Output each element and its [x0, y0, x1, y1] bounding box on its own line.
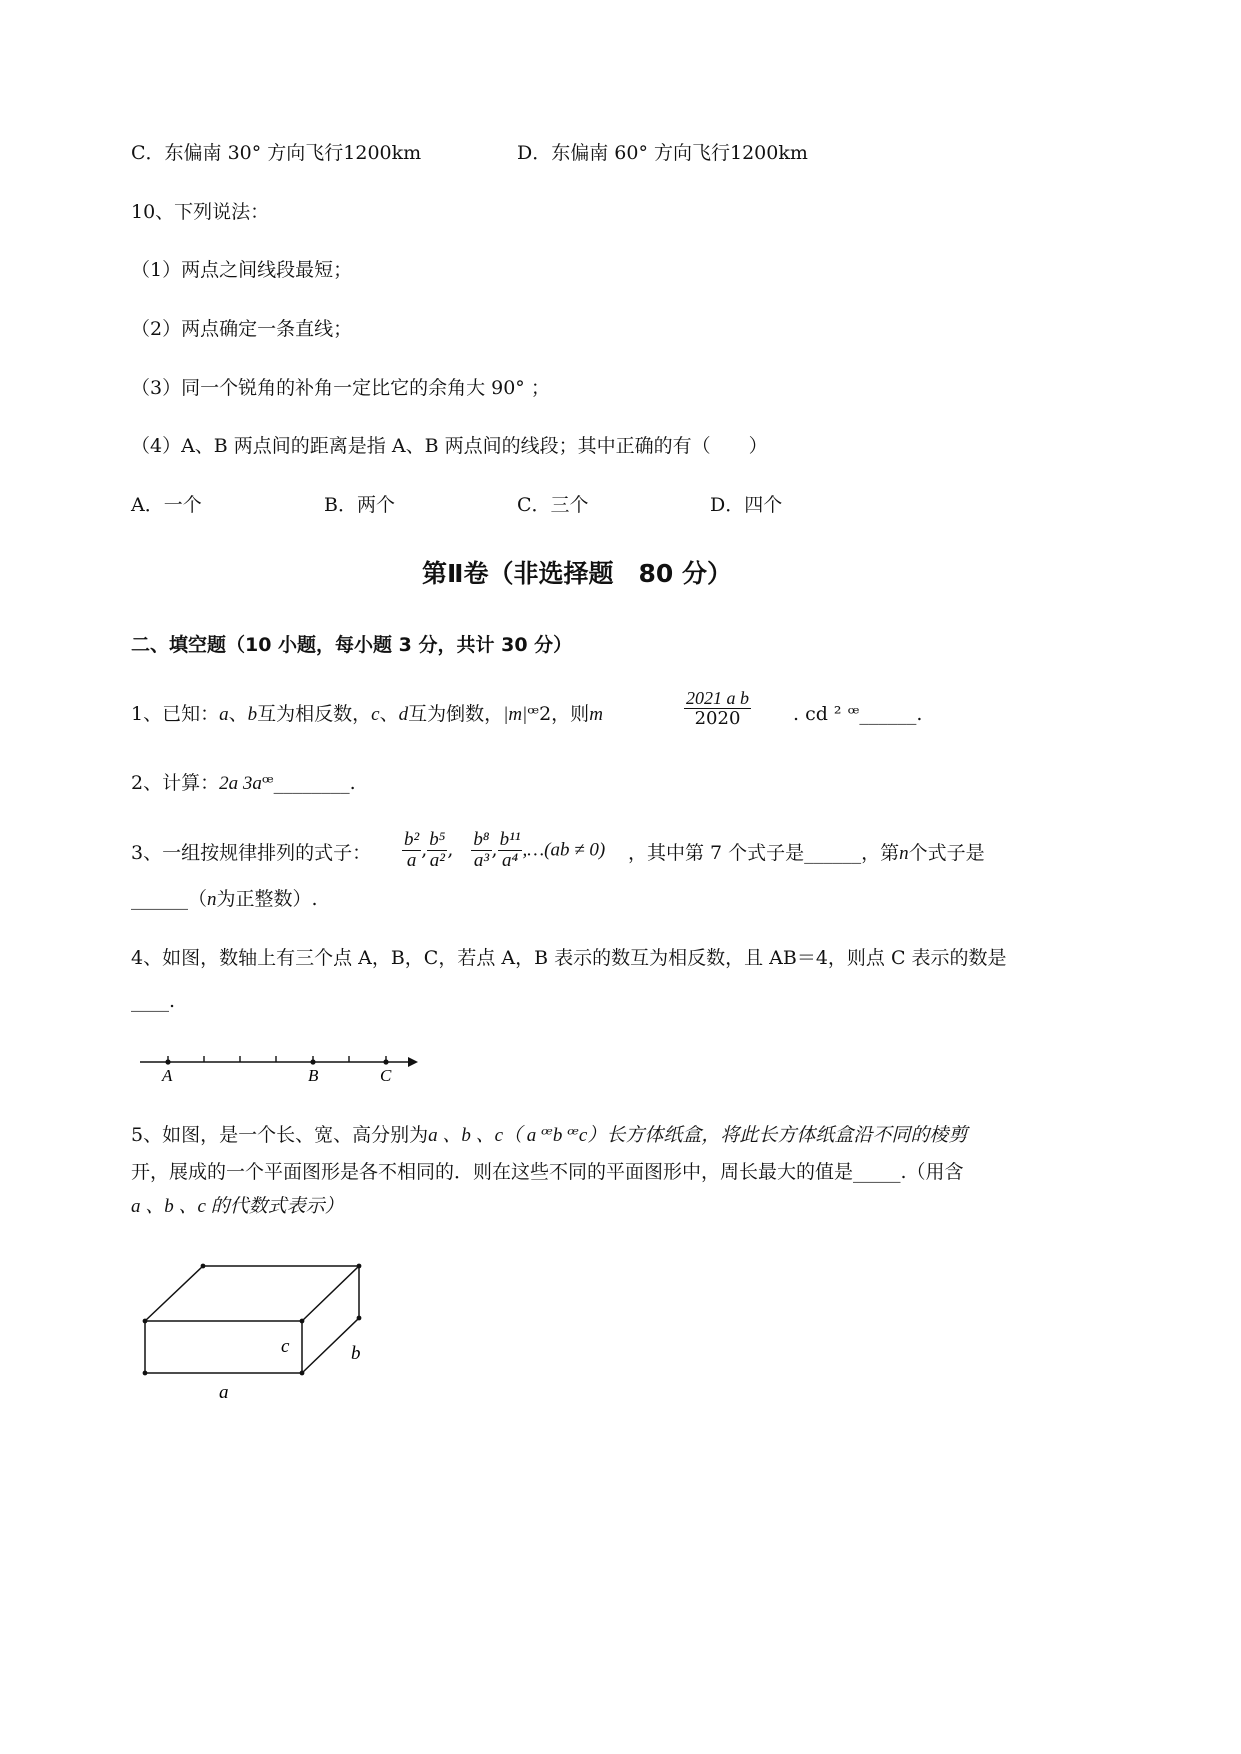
edge-b-label: b [351, 1343, 361, 1364]
fill-question-1: 1、已知：a、b互为相反数，c、d互为倒数，|m|ꟹ2，则m [131, 703, 603, 725]
fill-question-4-line2: ____. [131, 990, 176, 1012]
fill-question-5-line3: a 、b 、c 的代数式表示） [131, 1196, 344, 1217]
point-a-label: A [162, 1066, 173, 1085]
fill-question-5-line1: 5、如图，是一个长、宽、高分别为a 、b 、c（ a ꟹb ꟹc）长方体纸盒，将此长方体纸盒沿不同的棱剪 [131, 1124, 968, 1146]
q10-statement-2: （2）两点确定一条直线； [131, 318, 353, 340]
fill-question-1-tail: . cd ² ꟹ______. [793, 703, 923, 725]
point-b-label: B [308, 1066, 319, 1085]
q10-statement-4: （4）A、B 两点间的距离是指 A、B 两点间的线段；其中正确的有（ ） [131, 435, 768, 457]
section-fill-in-title: 二、填空题（10 小题，每小题 3 分，共计 30 分） [131, 634, 573, 656]
q10-statement-3: （3）同一个锐角的补角一定比它的余角大 90° ； [131, 377, 550, 399]
fill-question-3-stem: 3、一组按规律排列的式子： [131, 842, 372, 864]
fill-question-3-rest: ，其中第 7 个式子是______，第n个式子是 [628, 842, 985, 864]
cuboid-figure [136, 1254, 376, 1404]
fill-question-2: 2、计算：2a 3aꟹ________. [131, 772, 356, 794]
q10-option-d: D．四个 [710, 494, 783, 516]
q10-option-b: B．两个 [324, 494, 395, 516]
q10-stem: 10、下列说法： [131, 201, 270, 223]
fill-question-3-fractions: $\frac{\text{b²}}{a}$ , $\frac{\text{b⁵}}{\text{a²}}$ , $\frac{\text{b⁸}}{\text{a³}}$ , $\frac{\text{b¹¹}}{\text{a⁴}}$ ,…(ab ≠ 0) [404, 829, 606, 871]
q9-option-c: C．东偏南 30° 方向飞行1200km [131, 142, 422, 164]
q9-option-d: D．东偏南 60° 方向飞行1200km [517, 142, 808, 164]
part-2-title: 第Ⅱ卷（非选择题 80 分） [422, 559, 732, 588]
edge-a-label: a [219, 1382, 229, 1403]
fill-question-5-line2: 开，展成的一个平面图形是各不相同的．则在这些不同的平面图形中，周长最大的值是_____.（用含 [131, 1161, 964, 1183]
q10-statement-1: （1）两点之间线段最短； [131, 259, 353, 281]
fill-question-1-fraction: $\frac{\text{2021 a b}}{2020}$ [686, 688, 749, 729]
point-c-label: C [380, 1066, 392, 1085]
edge-c-label: c [281, 1336, 290, 1357]
fill-question-4-line1: 4、如图，数轴上有三个点 A，B，C，若点 A，B 表示的数互为相反数，且 AB＝4，则点 C 表示的数是 [131, 947, 1007, 969]
number-line-figure [136, 1048, 426, 1088]
fill-question-3-line2: ______（n为正整数）. [131, 888, 318, 910]
q10-option-c: C．三个 [517, 494, 589, 516]
q10-option-a: A．一个 [131, 494, 202, 516]
